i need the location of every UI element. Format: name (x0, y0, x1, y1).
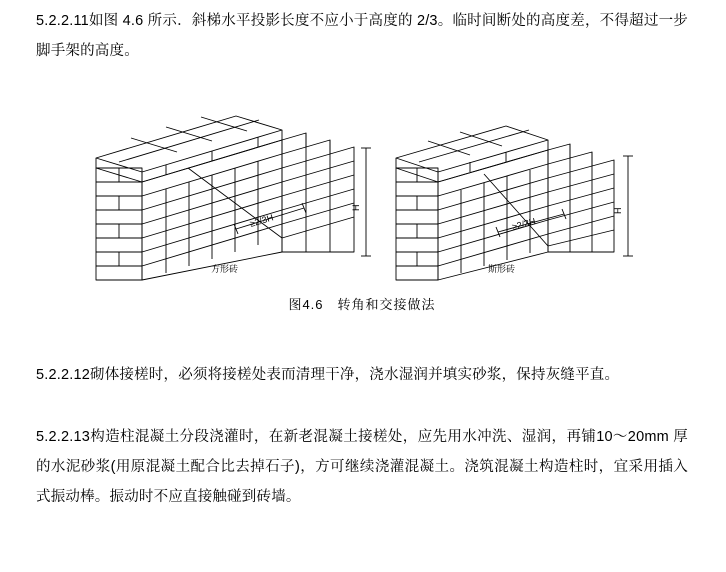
paragraph-clause-5-2-2-12: 5.2.2.12砌体接槎时，必须将接槎处表而清理干净，浇水湿润并填实砂浆，保持灰缝平直。 (36, 367, 620, 383)
right-dimension-height-label: H (613, 207, 623, 214)
paragraph-clause-5-2-2-11: 5.2.2.11如图 4.6 所示．斜梯水平投影长度不应小于高度的 2/3。临时间断处的高度差，不得超过一步脚手架的高度。 (36, 13, 688, 59)
left-dimension-run-label: ≥2/3H (248, 212, 275, 229)
left-stair-toothing (282, 133, 354, 252)
left-dimension-height-label: H (351, 204, 361, 211)
left-wall-main-face (96, 168, 142, 280)
left-wall-front-face (142, 140, 282, 280)
right-wall-front-face (438, 150, 548, 280)
figure-right-label: 斯形砖 (488, 264, 516, 274)
right-wall-top-arm (396, 126, 548, 182)
paragraph-clause-5-2-2-13: 5.2.2.13构造柱混凝土分段浇灌时，在新老混凝土接槎处，应先用水冲洗、湿润，再铺10～20mm 厚的水泥砂浆(用原混凝土配合比去掉石子)，方可继续浇灌混凝土。浇筑混凝土构造柱时，宜采用插入式振动棒。振动时不应直接触碰到砖墙。 (36, 429, 688, 505)
right-stair-toothing (548, 144, 614, 252)
right-dimension-run-label: ≥2/3H (510, 216, 537, 232)
figure-4-6 (36, 86, 688, 316)
left-wall-top-arm (96, 116, 282, 182)
right-wall-main-face (396, 168, 438, 280)
figure-illustration (36, 86, 688, 291)
right-dimension-height (623, 156, 633, 256)
figure-left-label: 方形砖 (211, 264, 239, 274)
figure-caption: 图4.6 转角和交接做法 (288, 297, 436, 312)
left-dimension-height (361, 148, 371, 256)
